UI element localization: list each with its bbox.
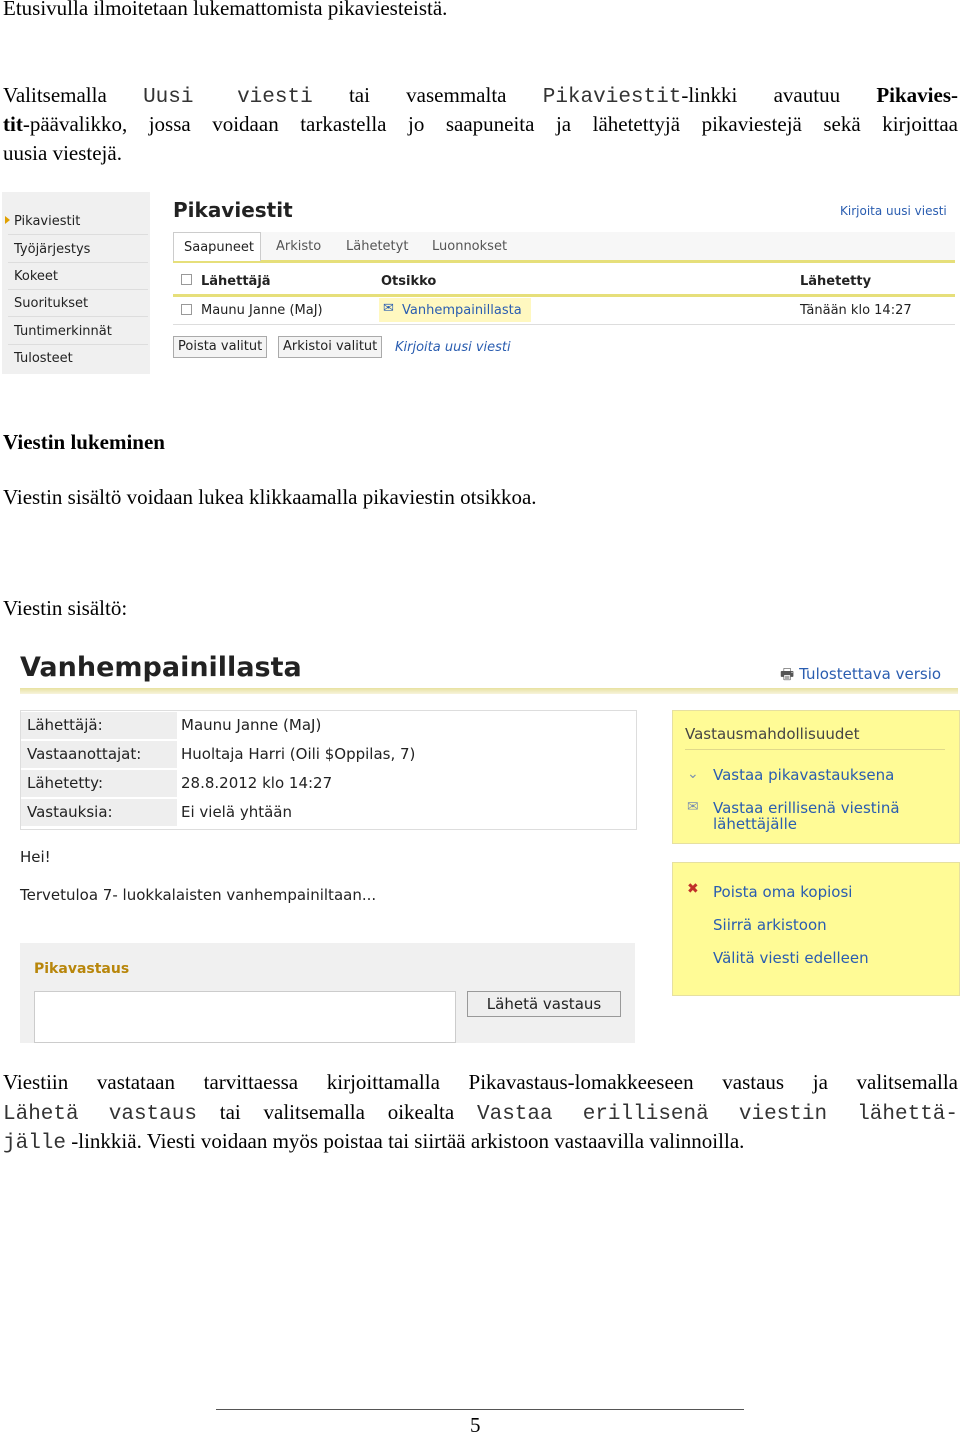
para4-mono-1: Lähetä vastaus <box>3 1103 197 1126</box>
sidebar-item-tuntimerkinnat[interactable]: Tuntimerkinnät <box>14 324 112 339</box>
arrow-icon <box>5 216 10 224</box>
message-info-table <box>20 710 637 830</box>
envelope-icon: ✉ <box>383 301 394 316</box>
para1-bold-1: Pikavies- <box>876 83 958 107</box>
para1-text-1: Valitsemalla <box>3 83 107 107</box>
footer-divider <box>216 1409 744 1410</box>
info-row: Vastauksia: Ei vielä yhtään <box>21 799 636 827</box>
screenshot-message-list <box>0 190 960 375</box>
table-row <box>173 298 955 325</box>
sidebar-item-suoritukset[interactable]: Suoritukset <box>14 296 89 311</box>
info-row: Lähetetty: 28.8.2012 klo 14:27 <box>21 770 636 798</box>
reply-quick-link[interactable]: Vastaa pikavastauksena <box>713 766 895 784</box>
paragraph-4-line-3 <box>3 1127 744 1158</box>
reply-separate-link[interactable]: Vastaa erillisenä viestinä lähettäjälle <box>713 799 900 833</box>
send-reply-button[interactable]: Lähetä vastaus <box>467 991 621 1017</box>
delete-selected-button[interactable]: Poista valitut <box>173 336 267 358</box>
quick-reply-form <box>20 943 635 1043</box>
row-checkbox[interactable] <box>181 304 192 315</box>
message-actions-panel <box>672 862 960 996</box>
message-body: Tervetuloa 7- luokkalaisten vanhempainiltaan... <box>20 886 377 904</box>
panel-title: Vastausmahdollisuudet <box>685 725 860 743</box>
write-new-link[interactable]: Kirjoita uusi viesti <box>395 340 511 355</box>
row-sent: Tänään klo 14:27 <box>800 303 912 318</box>
para1-mono-2: Pikaviestit <box>542 86 682 109</box>
paragraph-4-line-2 <box>3 1098 958 1129</box>
paragraph-4: Viestiin vastataan tarvittaessa kirjoittamalla Pikavastaus-lomakkeeseen vastaus ja valitsemalla <box>3 1070 958 1094</box>
tab-lahetetyt[interactable]: Lähetetyt <box>346 239 409 254</box>
para1-mono-1: Uusi viesti <box>143 86 313 109</box>
tab-luonnokset[interactable]: Luonnokset <box>432 239 508 254</box>
para4-text-3: -linkkiä. Viesti voidaan myös poistaa tai siirtää arkistoon vastaavilla valinnoilla. <box>71 1129 745 1153</box>
para1-text-2: tai vasemmalta <box>348 83 507 107</box>
para4-mono-2: Vastaa erillisenä viestin lähettä- <box>476 1103 959 1126</box>
col-subject: Otsikko <box>381 274 437 289</box>
print-link[interactable]: 🖶 Tulostettava versio <box>780 665 942 683</box>
page-title: Pikaviestit <box>173 198 293 222</box>
row-subject-text: Vanhempainillasta <box>402 303 522 318</box>
select-all-checkbox[interactable] <box>181 274 192 285</box>
sidebar-item-pikaviestit[interactable]: Pikaviestit <box>14 214 80 229</box>
intro-line: Etusivulla ilmoitetaan lukemattomista pikaviesteistä. <box>3 0 448 20</box>
sidebar-item-kokeet[interactable]: Kokeet <box>14 269 58 284</box>
tab-arkisto[interactable]: Arkisto <box>276 239 322 254</box>
quick-reply-input[interactable] <box>34 991 456 1043</box>
paragraph-1-line-2 <box>3 110 958 139</box>
envelope-icon: ✉ <box>687 799 699 815</box>
paragraph-3: Viestin sisältö: <box>3 596 128 620</box>
delete-icon: ✖ <box>687 881 699 897</box>
delete-copy-link[interactable]: Poista oma kopiosi <box>713 883 853 901</box>
para1-bold-2: tit <box>3 112 23 136</box>
message-greeting: Hei! <box>20 848 51 866</box>
info-row: Lähettäjä: Maunu Janne (MaJ) <box>21 712 636 740</box>
row-subject-link[interactable] <box>379 298 531 322</box>
title-divider <box>20 688 958 694</box>
archive-selected-button[interactable]: Arkistoi valitut <box>278 336 382 358</box>
screenshot-message-view <box>0 640 960 1045</box>
tab-saapuneet[interactable]: Saapuneet <box>173 232 261 261</box>
table-header <box>173 268 955 297</box>
row-sender: Maunu Janne (MaJ) <box>201 303 323 318</box>
new-message-link[interactable]: Kirjoita uusi viesti <box>840 204 947 218</box>
paragraph-2: Viestin sisältö voidaan lukea klikkaamalla pikaviestin otsikkoa. <box>3 485 537 509</box>
col-sender: Lähettäjä <box>201 274 271 289</box>
para1-text-4: -päävalikko, jossa voidaan tarkastella jo saapuneita ja lähetettyjä pikaviestejä sekä kirjoittaa <box>22 112 958 136</box>
sidebar <box>2 192 150 374</box>
paragraph-1-line-3: uusia viestejä. <box>3 141 122 165</box>
quick-reply-label: Pikavastaus <box>34 961 130 977</box>
sidebar-item-tulosteet[interactable]: Tulosteet <box>14 351 73 366</box>
reply-options-panel <box>672 710 960 844</box>
message-title: Vanhempainillasta <box>20 652 302 683</box>
para4-mono-3: jälle <box>3 1132 67 1155</box>
printer-icon: 🖶 <box>780 665 795 683</box>
move-archive-link[interactable]: Siirrä arkistoon <box>713 916 827 934</box>
col-sent: Lähetetty <box>800 274 872 289</box>
info-row: Vastaanottajat: Huoltaja Harri (Oili $Oppilas, 7) <box>21 741 636 769</box>
forward-link[interactable]: Välitä viesti edelleen <box>713 949 869 967</box>
chevron-down-icon: ⌄ <box>687 766 699 782</box>
section-heading: Viestin lukeminen <box>3 430 165 454</box>
tab-bar <box>173 232 955 263</box>
para4-text-2: tai valitsemalla oikealta <box>219 1100 455 1124</box>
page-number: 5 <box>470 1413 481 1437</box>
paragraph-1 <box>3 81 958 112</box>
para1-text-3: -linkki avautuu <box>681 83 841 107</box>
sidebar-item-tyojarjestys[interactable]: Työjärjestys <box>14 242 91 257</box>
